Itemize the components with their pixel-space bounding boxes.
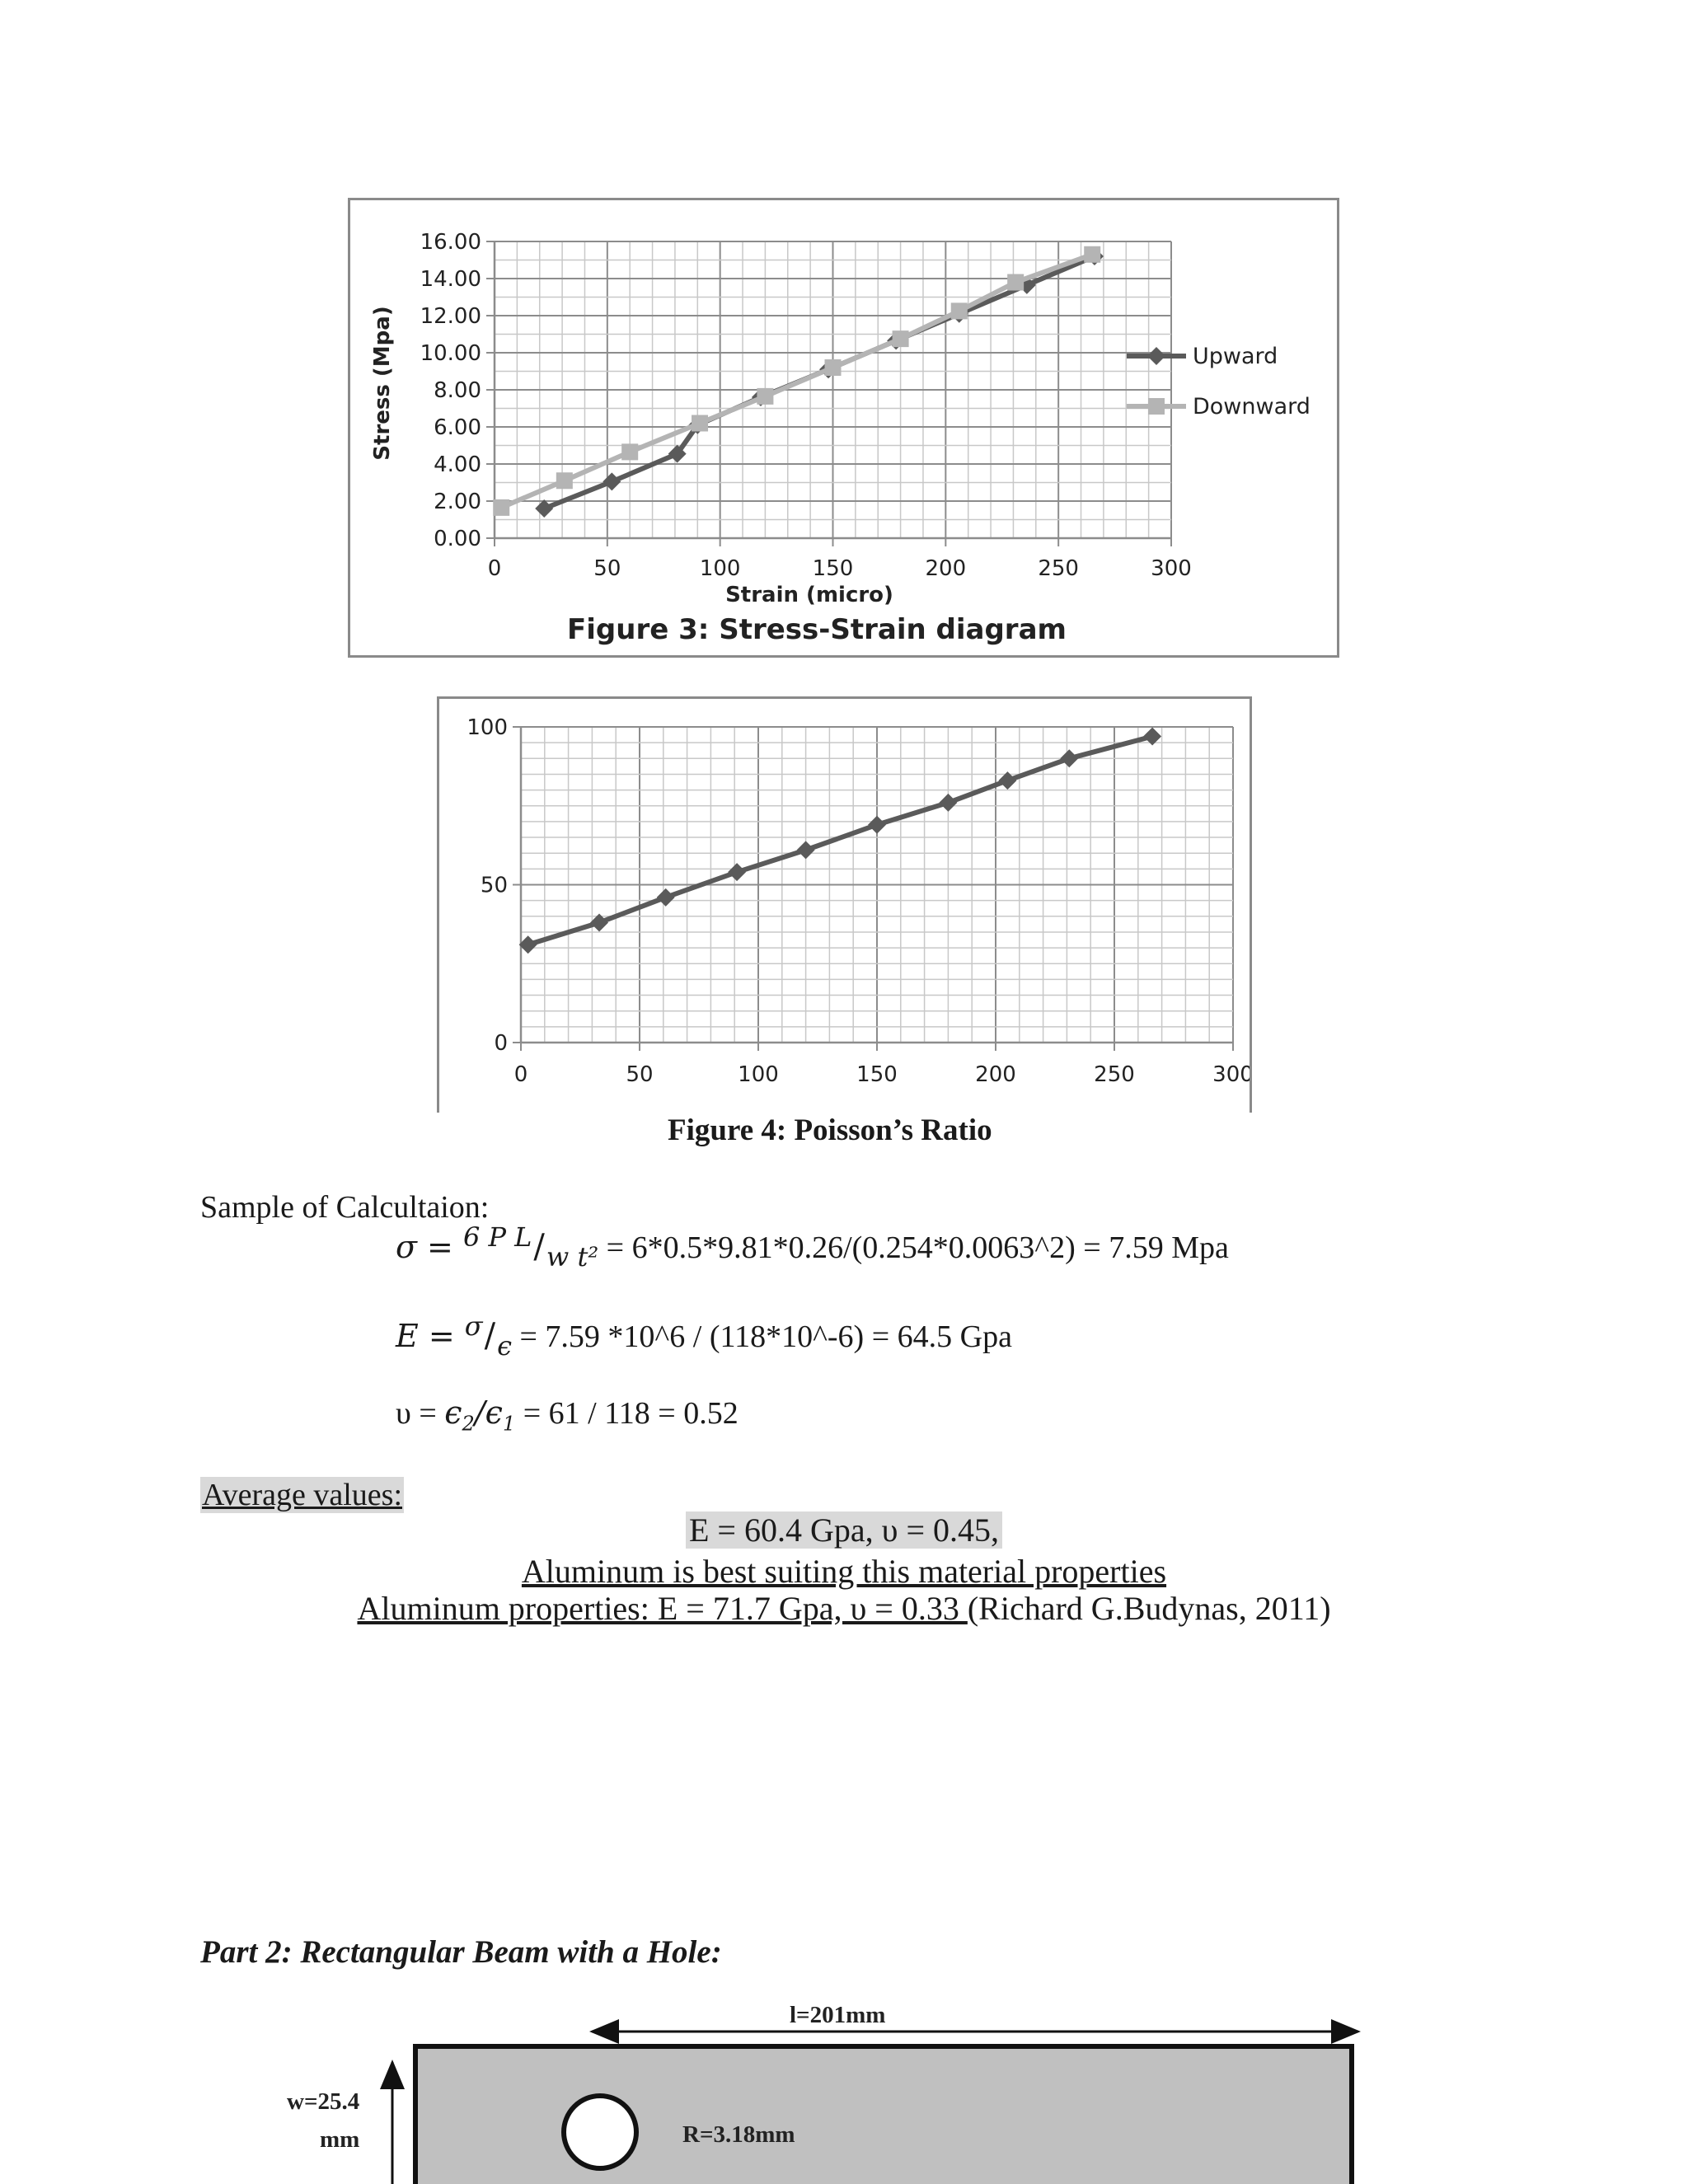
radius-label: R=3.18mm [682, 2121, 795, 2148]
data-point-square [893, 330, 909, 347]
hole-circle [564, 2096, 636, 2168]
length-label: l=201mm [790, 2002, 886, 2028]
y-tick-label: 2.00 [434, 490, 481, 514]
x-tick-label: 250 [1038, 556, 1079, 581]
x-tick-label: 100 [738, 1062, 779, 1087]
series-line-0 [528, 736, 1152, 944]
average-values-label: Average values: [202, 1478, 403, 1512]
series-line-upward [544, 256, 1095, 509]
x-tick-label: 100 [699, 556, 741, 581]
data-point-diamond [535, 499, 553, 518]
beam-rectangle [415, 2046, 1352, 2184]
figure-3-frame [348, 198, 1339, 658]
data-point-diamond [1060, 749, 1078, 767]
legend-marker-square [1148, 398, 1165, 415]
calc-heading: Sample of Calcultaion: [200, 1190, 490, 1225]
data-point-square [951, 302, 968, 319]
y-tick-label: 10.00 [420, 341, 481, 366]
x-tick-label: 200 [975, 1062, 1016, 1087]
x-tick-label: 50 [626, 1062, 654, 1087]
y-tick-label: 0.00 [434, 527, 481, 551]
average-values-line [0, 1511, 1688, 1549]
y-tick-label: 50 [480, 873, 508, 898]
stress-strain-chart [350, 200, 1337, 655]
y-tick-label: 0 [494, 1031, 508, 1056]
x-tick-label: 50 [593, 556, 621, 581]
data-point-square [1007, 274, 1024, 291]
best-material-line: Aluminum is best suiting this material properties [521, 1553, 1167, 1590]
modulus-equation: $E = ^\sigma/_\epsilon = 7.59$ *10^6 / (118*10^-6) = 64.5 Gpa [396, 1310, 1012, 1361]
x-tick-label: 300 [1151, 556, 1192, 581]
poissons-ratio-chart [439, 699, 1250, 1113]
y-tick-label: 6.00 [434, 415, 481, 440]
x-tick-label: 300 [1212, 1062, 1250, 1087]
data-point-diamond [603, 472, 621, 490]
y-tick-label: 12.00 [420, 304, 481, 329]
x-tick-label: 150 [856, 1062, 898, 1087]
x-axis-label: Strain (micro) [725, 583, 893, 607]
x-tick-label: 0 [513, 1062, 528, 1087]
average-values: E = 60.4 Gpa, υ = 0.45, [686, 1511, 1002, 1549]
beam-diagram [237, 1929, 1688, 2184]
width-label-line1: w=25.4 [287, 2088, 360, 2115]
x-tick-label: 250 [1094, 1062, 1135, 1087]
data-point-square [692, 415, 708, 432]
x-tick-label: 150 [812, 556, 854, 581]
part-2-heading: Part 2: Rectangular Beam with a Hole: [200, 1934, 722, 1970]
data-point-square [621, 443, 638, 460]
data-point-diamond [797, 841, 815, 859]
y-tick-label: 16.00 [420, 230, 481, 255]
width-label-line2: mm [320, 2126, 360, 2153]
figure-4-frame [437, 696, 1252, 1113]
figure-4-caption: Figure 4: Poisson’s Ratio [668, 1113, 992, 1147]
data-point-square [757, 388, 773, 405]
figure-3-caption: Figure 3: Stress-Strain diagram [567, 613, 1067, 646]
y-tick-label: 100 [467, 715, 508, 740]
aluminum-properties-line: Aluminum properties: E = 71.7 Gpa, υ = 0.33 (Richard G.Budynas, 2011) [357, 1590, 1331, 1627]
x-tick-label: 200 [925, 556, 967, 581]
y-tick-label: 4.00 [434, 452, 481, 477]
stress-equation: $\sigma = ^{6 P L}/_{w t^2}$ = 6*0.5*9.81*0.26/(0.254*0.0063^2) = 7.59 Mpa [396, 1221, 1229, 1272]
data-point-square [825, 359, 842, 376]
legend-label: Downward [1193, 394, 1311, 419]
legend-label: Upward [1193, 344, 1278, 369]
y-tick-label: 8.00 [434, 378, 481, 403]
data-point-diamond [868, 816, 886, 834]
data-point-diamond [728, 863, 746, 881]
legend-marker-diamond [1147, 347, 1165, 365]
y-tick-label: 14.00 [420, 267, 481, 292]
data-point-square [493, 499, 509, 516]
data-point-square [1084, 246, 1100, 263]
poisson-equation: $\upsilon = \epsilon_2/\epsilon_1 = 61 / 118 = 0.52$ [396, 1394, 738, 1436]
x-tick-label: 0 [487, 556, 502, 581]
y-axis-label: Stress (Mpa) [370, 306, 395, 461]
data-point-diamond [939, 794, 957, 812]
data-point-diamond [657, 888, 675, 907]
data-point-square [556, 472, 573, 489]
